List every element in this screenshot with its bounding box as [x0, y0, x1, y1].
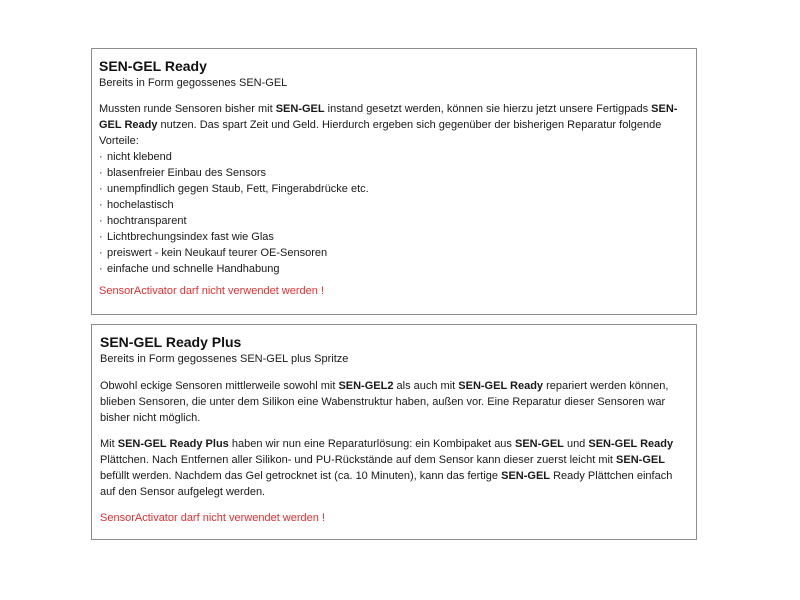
list-item — [99, 213, 696, 229]
text-run: Ready Plättchen einfach auf den Sensor aufgelegt werden. — [100, 470, 673, 498]
warning-text: SensorActivator darf nicht verwendet werden ! — [99, 285, 325, 297]
text-run: repariert werden können, blieben Sensoren, die unter dem Silikon eine Wabenstruktur haben, außen vor. Eine Reparatur dieser Sensoren war bisher nicht möglich. — [100, 380, 669, 424]
list-item — [99, 245, 696, 261]
list-item — [99, 165, 696, 181]
bold-run: SEN-GEL Ready — [458, 380, 544, 392]
product-title: SEN-GEL Ready Plus — [100, 334, 242, 350]
bold-run: SEN-GEL2 — [338, 380, 394, 392]
product-box-sen-gel-ready-plus — [91, 324, 697, 540]
description-paragraph — [100, 378, 696, 426]
bullet-icon: · — [99, 199, 103, 211]
bullet-icon: · — [99, 215, 103, 227]
text-run: Obwohl eckige Sensoren mittlerweile sowohl mit — [100, 380, 339, 392]
text-run: befüllt werden. Nachdem das Gel getrocknet ist (ca. 10 Minuten), kann das fertige — [100, 470, 502, 482]
product-subtitle: Bereits in Form gegossenes SEN-GEL — [99, 77, 288, 89]
bold-run: SEN-GEL — [514, 438, 564, 450]
list-item — [99, 149, 696, 165]
text-run: Mussten runde Sensoren bisher mit — [99, 103, 276, 115]
intro-paragraph — [99, 101, 696, 149]
bold-run: SEN-GEL Ready — [588, 438, 674, 450]
feature-text: hochtransparent — [107, 215, 187, 227]
text-run: Plättchen. Nach Entfernen aller Silikon- und PU-Rückstände auf dem Sensor kann dieser zuerst leicht mit — [100, 454, 617, 466]
text-run: Mit — [100, 438, 118, 450]
feature-text: nicht klebend — [107, 151, 172, 163]
feature-text: hochelastisch — [107, 199, 174, 211]
text-run: nutzen. Das spart Zeit und Geld. Hierdurch ergeben sich gegenüber der bisherigen Reparatur folgende Vorteile: — [99, 119, 662, 147]
list-item — [99, 229, 696, 245]
bold-run: SEN-GEL Ready Plus — [117, 438, 229, 450]
product-subtitle: Bereits in Form gegossenes SEN-GEL plus Spritze — [100, 353, 349, 365]
text-run: haben wir nun eine Reparaturlösung: ein Kombipaket aus — [228, 438, 515, 450]
warning-text: SensorActivator darf nicht verwendet werden ! — [100, 512, 326, 524]
product-box-sen-gel-ready — [91, 48, 697, 315]
bullet-icon: · — [99, 183, 103, 195]
bold-run: SEN-GEL — [616, 454, 665, 466]
bullet-icon: · — [99, 231, 103, 243]
feature-text: einfache und schnelle Handhabung — [107, 263, 280, 275]
bullet-icon: · — [99, 247, 103, 259]
bullet-icon: · — [99, 151, 103, 163]
text-run: und — [563, 438, 589, 450]
text-run: als auch mit — [393, 380, 459, 392]
feature-text: blasenfreier Einbau des Sensors — [107, 167, 266, 179]
product-title: SEN-GEL Ready — [99, 58, 207, 74]
feature-text: preiswert - kein Neukauf teurer OE-Sensoren — [107, 247, 328, 259]
bullet-icon: · — [99, 167, 103, 179]
feature-list — [99, 149, 696, 277]
bold-run: SEN-GEL Ready — [99, 103, 678, 131]
feature-text: Lichtbrechungsindex fast wie Glas — [107, 231, 274, 243]
list-item — [99, 181, 696, 197]
bold-run: SEN-GEL — [275, 103, 325, 115]
bullet-icon: · — [99, 263, 103, 275]
text-run: instand gesetzt werden, können sie hierzu jetzt unsere Fertigpads — [324, 103, 652, 115]
list-item — [99, 197, 696, 213]
bold-run: SEN-GEL — [501, 470, 551, 482]
list-item — [99, 261, 696, 277]
description-paragraph — [100, 436, 696, 500]
feature-text: unempfindlich gegen Staub, Fett, Fingerabdrücke etc. — [107, 183, 369, 195]
